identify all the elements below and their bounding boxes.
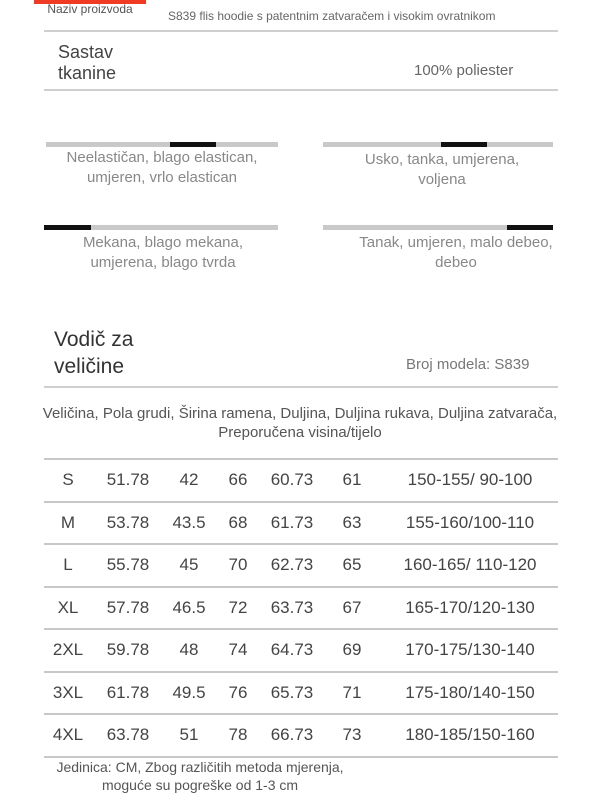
table-cell: 63.73: [262, 587, 322, 630]
table-cell: 63: [322, 502, 382, 545]
table-cell: 70: [214, 544, 262, 587]
table-cell: 73: [322, 714, 382, 757]
table-cell: 42: [164, 459, 214, 502]
product-name-label: Naziv proizvoda: [47, 2, 133, 16]
table-cell: 175-180/140-150: [382, 672, 558, 715]
table-row: [44, 544, 558, 587]
table-cell: L: [44, 544, 92, 587]
size-guide-title: Vodič za veličine: [54, 328, 134, 378]
table-cell: 57.78: [92, 587, 164, 630]
table-cell: 63.78: [92, 714, 164, 757]
divider: [44, 89, 558, 91]
table-cell: XL: [44, 587, 92, 630]
table-cell: 55.78: [92, 544, 164, 587]
fit-scale-marker: [441, 142, 487, 147]
table-cell: 59.78: [92, 629, 164, 672]
table-cell: 165-170/120-130: [382, 587, 558, 630]
table-cell: 61: [322, 459, 382, 502]
table-cell: 46.5: [164, 587, 214, 630]
table-cell: 2XL: [44, 629, 92, 672]
table-cell: 69: [322, 629, 382, 672]
table-row: [44, 714, 558, 757]
table-cell: 78: [214, 714, 262, 757]
table-cell: 74: [214, 629, 262, 672]
thickness-scale-marker: [507, 225, 553, 230]
softness-scale-marker: [44, 225, 91, 230]
table-cell: 4XL: [44, 714, 92, 757]
table-cell: 170-175/130-140: [382, 629, 558, 672]
table-cell: 43.5: [164, 502, 214, 545]
fit-scale-track: [323, 142, 553, 147]
table-cell: 51: [164, 714, 214, 757]
stretch-scale-marker: [170, 142, 216, 147]
product-name-value: S839 flis hoodie s patentnim zatvaračem i visokim ovratnikom: [168, 9, 496, 23]
table-cell: 71: [322, 672, 382, 715]
fit-scale-text: Usko, tanka, umjerena, voljena: [364, 151, 520, 188]
table-cell: 68: [214, 502, 262, 545]
divider: [44, 30, 558, 32]
fabric-value: 100% poliester: [414, 62, 514, 79]
table-row: [44, 629, 558, 672]
table-row: [44, 502, 558, 545]
table-cell: S: [44, 459, 92, 502]
table-cell: 61.78: [92, 672, 164, 715]
table-cell: 64.73: [262, 629, 322, 672]
table-row: [44, 672, 558, 715]
table-cell: 66.73: [262, 714, 322, 757]
size-columns-description: Veličina, Pola grudi, Širina ramena, Duljina, Duljina rukava, Duljina zatvarača, Preporučena visina/tijelo: [42, 405, 558, 441]
table-cell: 51.78: [92, 459, 164, 502]
table-cell: 155-160/100-110: [382, 502, 558, 545]
table-cell: 180-185/150-160: [382, 714, 558, 757]
table-cell: 65: [322, 544, 382, 587]
table-cell: 48: [164, 629, 214, 672]
table-cell: 150-155/ 90-100: [382, 459, 558, 502]
table-cell: 61.73: [262, 502, 322, 545]
model-number: Broj modela: S839: [406, 356, 530, 373]
fabric-label: Sastav tkanine: [58, 42, 117, 83]
table-cell: 49.5: [164, 672, 214, 715]
table-cell: 76: [214, 672, 262, 715]
table-row: [44, 459, 558, 502]
size-table: [44, 458, 558, 758]
table-cell: 72: [214, 587, 262, 630]
measurement-note: Jedinica: CM, Zbog različitih metoda mjerenja, moguće su pogreške od 1-3 cm: [56, 759, 344, 793]
table-cell: 62.73: [262, 544, 322, 587]
softness-scale-text: Mekana, blago mekana, umjerena, blago tvrda: [82, 234, 244, 271]
stretch-scale-text: Neelastičan, blago elastican, umjeren, vrlo elastican: [66, 149, 258, 186]
thickness-scale-text: Tanak, umjeren, malo debeo, debeo: [359, 234, 553, 271]
table-cell: 67: [322, 587, 382, 630]
table-cell: 65.73: [262, 672, 322, 715]
stretch-scale-track: [46, 142, 278, 147]
table-cell: 45: [164, 544, 214, 587]
table-cell: 66: [214, 459, 262, 502]
table-cell: M: [44, 502, 92, 545]
table-row: [44, 587, 558, 630]
table-cell: 60.73: [262, 459, 322, 502]
table-cell: 53.78: [92, 502, 164, 545]
table-cell: 3XL: [44, 672, 92, 715]
table-cell: 160-165/ 110-120: [382, 544, 558, 587]
divider: [44, 386, 558, 388]
